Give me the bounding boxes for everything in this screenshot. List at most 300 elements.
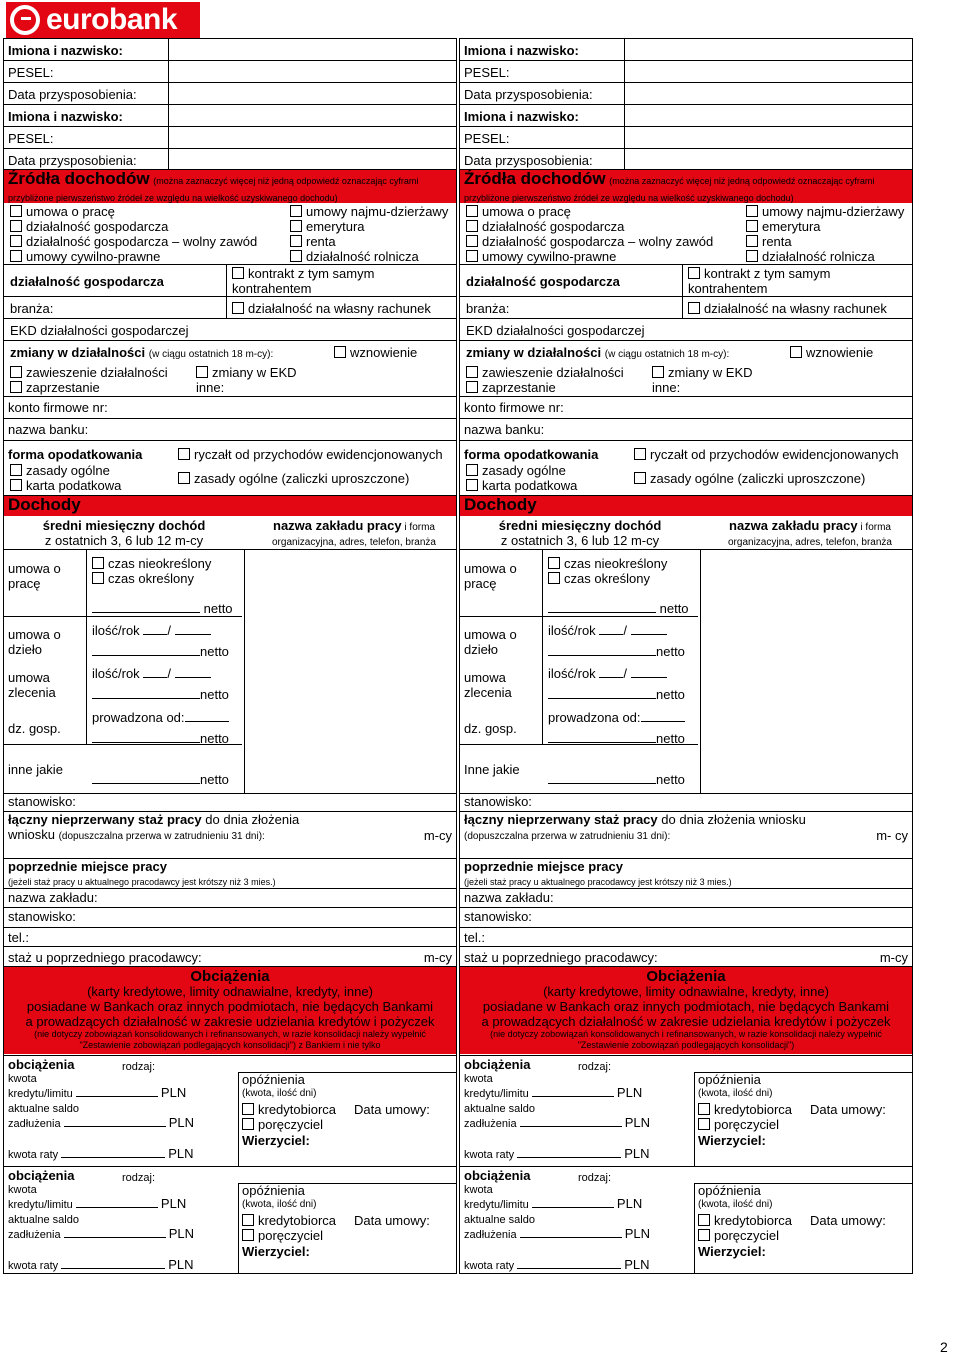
debt-label: zadłużenia bbox=[8, 1229, 61, 1241]
checkbox[interactable] bbox=[10, 235, 22, 247]
branch-label: branża: bbox=[466, 301, 510, 316]
guarantor-label: poręczyciel bbox=[714, 1117, 780, 1132]
run-since-label: prowadzona od: bbox=[548, 710, 641, 725]
income-sources-note2: przybliżone pierwszeństwo źródeł ze względu na wielkość uzyskiwanego dochodu) bbox=[464, 193, 794, 203]
currency-label: PLN bbox=[616, 1196, 643, 1211]
limit-label: kredytu/limitu bbox=[464, 1088, 529, 1100]
avg-income-period: z ostatnich 3, 6 lub 12 m-cy bbox=[44, 533, 204, 548]
adoption-date-row[interactable] bbox=[460, 83, 912, 105]
checkbox[interactable] bbox=[634, 472, 646, 484]
civil-option[interactable] bbox=[466, 249, 616, 264]
employment-net-field[interactable] bbox=[548, 601, 689, 616]
income-header bbox=[4, 496, 456, 516]
checkbox[interactable] bbox=[698, 1103, 710, 1115]
checkbox[interactable] bbox=[466, 479, 478, 491]
indefinite-option[interactable] bbox=[548, 556, 667, 571]
changes-title-text: zmiany w działalności bbox=[466, 345, 602, 360]
agriculture-option-label: działalność rolnicza bbox=[762, 249, 875, 264]
limit-label: kredytu/limitu bbox=[8, 1199, 73, 1211]
resume-label: wznowienie bbox=[350, 345, 418, 360]
tax-card-option[interactable] bbox=[466, 478, 577, 493]
guarantor-option[interactable] bbox=[242, 1117, 323, 1132]
prev-tenure-months: m-cy bbox=[423, 950, 452, 965]
employer-note: organizacyjna, adres, telefon, branża bbox=[728, 537, 892, 548]
work-net-field[interactable] bbox=[92, 644, 229, 659]
other-change-label: inne: bbox=[196, 380, 225, 395]
checkbox[interactable] bbox=[746, 250, 758, 262]
delays-label: opóźnienia bbox=[698, 1183, 761, 1198]
employment-net-field[interactable] bbox=[92, 601, 233, 616]
obligation-type-label: rodzaj: bbox=[122, 1061, 156, 1073]
income-sources-title: Źródła dochodów bbox=[8, 169, 150, 188]
pension-option[interactable] bbox=[746, 219, 821, 234]
currency-label: PLN bbox=[168, 1257, 194, 1272]
net-label: netto bbox=[200, 772, 229, 787]
obligation-limit-field[interactable] bbox=[464, 1072, 654, 1101]
delays-note: (kwota, ilość dni) bbox=[242, 1088, 317, 1099]
suspend-option[interactable] bbox=[466, 365, 624, 380]
checkbox[interactable] bbox=[242, 1118, 254, 1130]
work-qty-field[interactable] bbox=[548, 623, 667, 638]
qty-year-label: ilość/rok bbox=[548, 623, 596, 638]
definite-label: czas określony bbox=[108, 571, 194, 586]
tax-form-title: forma opodatkowania bbox=[464, 447, 599, 462]
installment-label: kwota raty bbox=[464, 1260, 515, 1272]
name-label-2: Imiona i nazwisko: bbox=[464, 109, 579, 124]
biz-label: dz. gosp. bbox=[8, 721, 61, 736]
eurobank-mark-icon bbox=[10, 5, 40, 35]
borrower-label: kredytobiorca bbox=[258, 1213, 337, 1228]
checkbox[interactable] bbox=[466, 220, 478, 232]
delays-note: (kwota, ilość dni) bbox=[698, 1199, 773, 1210]
agriculture-option[interactable] bbox=[290, 249, 419, 264]
obligation-type-label: rodzaj: bbox=[122, 1172, 156, 1184]
indefinite-option[interactable] bbox=[92, 556, 211, 571]
lease-option-label: umowy najmu-dzierżawy bbox=[306, 204, 449, 219]
employment-option-label: umowa o pracę bbox=[26, 204, 115, 219]
name-label: Imiona i nazwisko: bbox=[8, 43, 123, 58]
obligations-note2: "Zestawienie zobowiązań podlegających konsolidacji") bbox=[577, 1040, 795, 1050]
definite-option[interactable] bbox=[92, 571, 194, 586]
employment-option[interactable] bbox=[466, 204, 571, 219]
contract-date-label: Data umowy: bbox=[810, 1102, 886, 1117]
obligation-limit-field[interactable] bbox=[8, 1072, 198, 1101]
name-row-2[interactable] bbox=[460, 105, 912, 127]
tel-label: tel.: bbox=[464, 930, 485, 945]
checkbox[interactable] bbox=[178, 448, 190, 460]
mandate-net-field[interactable] bbox=[92, 687, 229, 702]
prev-job-title: poprzednie miejsce pracy bbox=[464, 859, 623, 874]
amount-label: kwota bbox=[464, 1184, 493, 1196]
adoption-date-row-2[interactable] bbox=[4, 149, 456, 170]
creditor-label: Wierzyciel: bbox=[242, 1244, 310, 1259]
currency-label: PLN bbox=[616, 1085, 643, 1100]
checkbox[interactable] bbox=[466, 366, 478, 378]
resume-label: wznowienie bbox=[806, 345, 874, 360]
obligations-note1: (nie dotyczy zobowiązań konsolidowanych i refinansowanych, w razie konsolidacji należy wypełnić bbox=[34, 1029, 426, 1039]
obligation-item-label: obciążenia bbox=[8, 1168, 75, 1183]
checkbox[interactable] bbox=[466, 205, 478, 217]
balance-label: aktualne saldo bbox=[464, 1103, 535, 1115]
other-income-label: inne jakie bbox=[8, 762, 63, 777]
net-label: netto bbox=[200, 687, 229, 702]
changes-note: (w ciągu ostatnich 18 m-cy): bbox=[604, 349, 730, 360]
amount-label: kwota bbox=[8, 1184, 37, 1196]
obligation-installment-field[interactable] bbox=[8, 1146, 194, 1163]
checkbox[interactable] bbox=[10, 250, 22, 262]
tax-general-adv-option[interactable] bbox=[634, 471, 865, 486]
creditor-label: Wierzyciel: bbox=[698, 1133, 766, 1148]
lease-option[interactable] bbox=[746, 204, 904, 219]
cease-option[interactable] bbox=[10, 380, 100, 395]
employment-option[interactable] bbox=[10, 204, 115, 219]
checkbox[interactable] bbox=[790, 346, 802, 358]
biz-label: dz. gosp. bbox=[464, 721, 517, 736]
other-net-field[interactable] bbox=[548, 772, 685, 787]
tax-card-option[interactable] bbox=[10, 478, 121, 493]
annuity-option-label: renta bbox=[306, 234, 336, 249]
qty-year-label: ilość/rok bbox=[548, 666, 596, 681]
employer-title bbox=[710, 518, 910, 535]
tax-general-adv-label: zasady ogólne (zaliczki uproszczone) bbox=[650, 471, 866, 486]
pension-option-label: emerytura bbox=[306, 219, 365, 234]
avg-income-period: z ostatnich 3, 6 lub 12 m-cy bbox=[500, 533, 660, 548]
annuity-option[interactable] bbox=[746, 234, 792, 249]
employment-income-label: umowa o pracę bbox=[464, 561, 517, 591]
pension-option[interactable] bbox=[290, 219, 365, 234]
obligations-title: Obciążenia bbox=[646, 968, 726, 985]
obligations-sub1: (karty kredytowe, limity odnawialne, kredyty, inne) bbox=[543, 984, 829, 999]
work-net-field[interactable] bbox=[548, 644, 685, 659]
contract-same-option[interactable] bbox=[232, 266, 392, 296]
checkbox[interactable] bbox=[242, 1214, 254, 1226]
creditor-label: Wierzyciel: bbox=[698, 1244, 766, 1259]
tax-general-option[interactable] bbox=[10, 463, 110, 478]
checkbox[interactable] bbox=[232, 302, 244, 314]
checkbox[interactable] bbox=[232, 267, 244, 279]
checkbox[interactable] bbox=[242, 1103, 254, 1115]
mandate-qty-field[interactable] bbox=[92, 666, 211, 681]
tax-general-label: zasady ogólne bbox=[482, 463, 566, 478]
installment-label: kwota raty bbox=[464, 1149, 515, 1161]
tenure-bold: łączny nieprzerwany staż pracy bbox=[8, 812, 202, 827]
company-account-label: konto firmowe nr: bbox=[8, 400, 108, 415]
cease-option[interactable] bbox=[466, 380, 556, 395]
work-contract-label: umowa o dzieło bbox=[8, 627, 61, 657]
delays-note: (kwota, ilość dni) bbox=[242, 1199, 317, 1210]
run-since-field[interactable] bbox=[92, 710, 229, 725]
checkbox[interactable] bbox=[92, 572, 104, 584]
slash: / bbox=[167, 666, 171, 681]
cease-label: zaprzestanie bbox=[482, 380, 556, 395]
definite-option[interactable] bbox=[548, 571, 650, 586]
income-title: Dochody bbox=[8, 495, 81, 514]
obligation-installment-field[interactable] bbox=[8, 1257, 194, 1274]
pesel-row-2[interactable] bbox=[4, 127, 456, 149]
currency-label: PLN bbox=[624, 1146, 650, 1161]
slash: / bbox=[167, 623, 171, 638]
prev-position-label: stanowisko: bbox=[464, 909, 532, 924]
obligation-limit-field[interactable] bbox=[8, 1183, 198, 1212]
borrower-label: kredytobiorca bbox=[714, 1213, 793, 1228]
obligation-balance-field[interactable] bbox=[464, 1102, 654, 1131]
checkbox[interactable] bbox=[178, 472, 190, 484]
prev-tenure-label: staż u poprzedniego pracodawcy: bbox=[464, 950, 658, 965]
income-sources-title: Źródła dochodów bbox=[464, 169, 606, 188]
guarantor-option[interactable] bbox=[698, 1117, 779, 1132]
tax-general-option[interactable] bbox=[466, 463, 566, 478]
resume-option[interactable] bbox=[334, 345, 417, 360]
limit-label: kredytu/limitu bbox=[464, 1199, 529, 1211]
checkbox[interactable] bbox=[466, 250, 478, 262]
checkbox[interactable] bbox=[196, 366, 208, 378]
changes-title-text: zmiany w działalności bbox=[10, 345, 146, 360]
checkbox[interactable] bbox=[290, 250, 302, 262]
limit-label: kredytu/limitu bbox=[8, 1088, 73, 1100]
mandate-qty-field[interactable] bbox=[548, 666, 667, 681]
installment-label: kwota raty bbox=[8, 1260, 59, 1272]
checkbox[interactable] bbox=[746, 205, 758, 217]
tax-lump-label: ryczałt od przychodów ewidencjonowanych bbox=[194, 447, 443, 462]
employer-title-rest: i forma bbox=[857, 522, 891, 533]
guarantor-option[interactable] bbox=[242, 1228, 323, 1243]
guarantor-label: poręczyciel bbox=[258, 1117, 324, 1132]
pesel-label-2: PESEL: bbox=[464, 131, 510, 146]
other-net-field[interactable] bbox=[92, 772, 229, 787]
debt-label: zadłużenia bbox=[464, 1118, 517, 1130]
civil-option-label: umowy cywilno-prawne bbox=[482, 249, 617, 264]
checkbox[interactable] bbox=[698, 1214, 710, 1226]
currency-label: PLN bbox=[624, 1257, 650, 1272]
balance-label: aktualne saldo bbox=[464, 1214, 535, 1226]
guarantor-option[interactable] bbox=[698, 1228, 779, 1243]
contract-date-label: Data umowy: bbox=[810, 1213, 886, 1228]
pesel-label-2: PESEL: bbox=[8, 131, 54, 146]
business-option-label: działalność gospodarcza bbox=[482, 219, 625, 234]
applicant-column-right bbox=[459, 38, 913, 1274]
tax-card-label: karta podatkowa bbox=[26, 478, 122, 493]
tenure-bold: łączny nieprzerwany staż pracy bbox=[464, 812, 658, 827]
eurobank-logo bbox=[6, 2, 200, 38]
adoption-date-row-2[interactable] bbox=[460, 149, 912, 170]
checkbox[interactable] bbox=[652, 366, 664, 378]
net-label: netto bbox=[659, 601, 689, 616]
income-sources-note: (można zaznaczyć więcej niż jedną odpowiedź oznaczając cyframi bbox=[153, 176, 419, 186]
own-account-label: działalność na własny rachunek bbox=[704, 301, 887, 316]
borrower-option[interactable] bbox=[242, 1213, 336, 1228]
checkbox[interactable] bbox=[290, 220, 302, 232]
guarantor-label: poręczyciel bbox=[714, 1228, 780, 1243]
agriculture-option-label: działalność rolnicza bbox=[306, 249, 419, 264]
prev-tenure-months: m-cy bbox=[879, 950, 908, 965]
agriculture-option[interactable] bbox=[746, 249, 875, 264]
name-row-2[interactable] bbox=[4, 105, 456, 127]
obligations-note1: (nie dotyczy zobowiązań konsolidowanych i refinansowanych, w razie konsolidacji należy wypełnić bbox=[490, 1029, 882, 1039]
adoption-date-label-2: Data przysposobienia: bbox=[8, 153, 137, 168]
branch-label: branża: bbox=[10, 301, 54, 316]
obligation-balance-field[interactable] bbox=[8, 1213, 198, 1242]
borrower-option[interactable] bbox=[698, 1213, 792, 1228]
checkbox[interactable] bbox=[10, 205, 22, 217]
indefinite-label: czas nieokreślony bbox=[564, 556, 668, 571]
lease-option-label: umowy najmu-dzierżawy bbox=[762, 204, 905, 219]
tenure-rest: do dnia złożenia wniosku bbox=[8, 812, 300, 842]
pesel-row[interactable] bbox=[460, 61, 912, 83]
tax-general-adv-option[interactable] bbox=[178, 471, 409, 486]
name-row[interactable] bbox=[4, 39, 456, 61]
checkbox[interactable] bbox=[242, 1229, 254, 1241]
changes-note: (w ciągu ostatnich 18 m-cy): bbox=[148, 349, 274, 360]
ekd-change-option[interactable] bbox=[196, 365, 297, 380]
tax-lump-option[interactable] bbox=[178, 447, 443, 462]
checkbox[interactable] bbox=[10, 479, 22, 491]
business-title: działalność gospodarcza bbox=[10, 274, 164, 289]
prev-employer-label: nazwa zakładu: bbox=[464, 890, 554, 905]
checkbox[interactable] bbox=[466, 381, 478, 393]
obligations-sub2: posiadane w Bankach oraz innych podmiotach, nie będących Bankami bbox=[26, 999, 434, 1014]
obligation-balance-field[interactable] bbox=[8, 1102, 198, 1131]
income-header bbox=[460, 496, 912, 516]
checkbox[interactable] bbox=[698, 1229, 710, 1241]
mandate-label: umowa zlecenia bbox=[464, 670, 512, 700]
checkbox[interactable] bbox=[698, 1118, 710, 1130]
obligation-installment-field[interactable] bbox=[464, 1257, 650, 1274]
tax-general-adv-label: zasady ogólne (zaliczki uproszczone) bbox=[194, 471, 410, 486]
checkbox[interactable] bbox=[548, 557, 560, 569]
borrower-option[interactable] bbox=[698, 1102, 792, 1117]
resume-option[interactable] bbox=[790, 345, 873, 360]
own-account-option[interactable] bbox=[232, 301, 431, 316]
currency-label: PLN bbox=[168, 1115, 195, 1130]
net-label: netto bbox=[200, 731, 229, 746]
currency-label: PLN bbox=[624, 1226, 651, 1241]
definite-label: czas określony bbox=[564, 571, 650, 586]
net-label: netto bbox=[200, 644, 229, 659]
pesel-row[interactable] bbox=[4, 61, 456, 83]
obligations-header bbox=[4, 967, 456, 1054]
other-change-label: inne: bbox=[652, 380, 681, 395]
checkbox[interactable] bbox=[746, 220, 758, 232]
bank-name-label: nazwa banku: bbox=[464, 422, 545, 437]
checkbox[interactable] bbox=[334, 346, 346, 358]
adoption-date-row[interactable] bbox=[4, 83, 456, 105]
pension-option-label: emerytura bbox=[762, 219, 821, 234]
checkbox[interactable] bbox=[290, 205, 302, 217]
employer-title-bold: nazwa zakładu pracy bbox=[273, 518, 402, 533]
tenure-note: (dopuszczalna przerwa w zatrudnieniu 31 dni): bbox=[58, 831, 265, 842]
net-label: netto bbox=[656, 772, 685, 787]
run-since-field[interactable] bbox=[548, 710, 685, 725]
civil-option[interactable] bbox=[10, 249, 160, 264]
obligation-item-label: obciążenia bbox=[464, 1168, 531, 1183]
company-account-label: konto firmowe nr: bbox=[464, 400, 564, 415]
obligation-balance-field[interactable] bbox=[464, 1213, 654, 1242]
obligation-installment-field[interactable] bbox=[464, 1146, 650, 1163]
employment-income-label: umowa o pracę bbox=[8, 561, 61, 591]
borrower-option[interactable] bbox=[242, 1102, 336, 1117]
suspend-label: zawieszenie działalności bbox=[482, 365, 624, 380]
tenure-label bbox=[8, 812, 308, 844]
income-sources-note: (można zaznaczyć więcej niż jedną odpowiedź oznaczając cyframi bbox=[609, 176, 875, 186]
checkbox[interactable] bbox=[466, 235, 478, 247]
ekd-change-option[interactable] bbox=[652, 365, 753, 380]
checkbox[interactable] bbox=[688, 267, 700, 279]
income-sources-header bbox=[460, 170, 912, 203]
checkbox[interactable] bbox=[92, 557, 104, 569]
lease-option[interactable] bbox=[290, 204, 448, 219]
avg-income-title: średni miesięczny dochód bbox=[498, 518, 662, 533]
checkbox[interactable] bbox=[10, 381, 22, 393]
checkbox[interactable] bbox=[634, 448, 646, 460]
mandate-label: umowa zlecenia bbox=[8, 670, 56, 700]
business-free-option[interactable] bbox=[10, 234, 257, 249]
suspend-label: zawieszenie działalności bbox=[26, 365, 168, 380]
checkbox[interactable] bbox=[548, 572, 560, 584]
obligation-type-label: rodzaj: bbox=[578, 1061, 612, 1073]
business-option[interactable] bbox=[10, 219, 168, 234]
own-account-label: działalność na własny rachunek bbox=[248, 301, 431, 316]
checkbox[interactable] bbox=[10, 464, 22, 476]
checkbox[interactable] bbox=[10, 220, 22, 232]
business-option[interactable] bbox=[466, 219, 624, 234]
page-number: 2 bbox=[940, 1339, 948, 1355]
obligation-limit-field[interactable] bbox=[464, 1183, 654, 1212]
debt-label: zadłużenia bbox=[8, 1118, 61, 1130]
mandate-net-field[interactable] bbox=[548, 687, 685, 702]
name-row[interactable] bbox=[460, 39, 912, 61]
cease-label: zaprzestanie bbox=[26, 380, 100, 395]
tax-lump-option[interactable] bbox=[634, 447, 899, 462]
pesel-row-2[interactable] bbox=[460, 127, 912, 149]
creditor-label: Wierzyciel: bbox=[242, 1133, 310, 1148]
business-title: działalność gospodarcza bbox=[466, 274, 620, 289]
checkbox[interactable] bbox=[688, 302, 700, 314]
prev-job-note: (jeżeli staż pracy u aktualnego pracodawcy jest krótszy niż 3 mies.) bbox=[464, 877, 732, 887]
qty-year-label: ilość/rok bbox=[92, 666, 140, 681]
checkbox[interactable] bbox=[746, 235, 758, 247]
annuity-option[interactable] bbox=[290, 234, 336, 249]
currency-label: PLN bbox=[168, 1226, 195, 1241]
employment-option-label: umowa o pracę bbox=[482, 204, 571, 219]
tax-lump-label: ryczałt od przychodów ewidencjonowanych bbox=[650, 447, 899, 462]
income-sources-note2: przybliżone pierwszeństwo źródeł ze względu na wielkość uzyskiwanego dochodu) bbox=[8, 193, 338, 203]
income-sources-header bbox=[4, 170, 456, 203]
business-free-option[interactable] bbox=[466, 234, 713, 249]
own-account-option[interactable] bbox=[688, 301, 887, 316]
name-label: Imiona i nazwisko: bbox=[464, 43, 579, 58]
adoption-date-label: Data przysposobienia: bbox=[464, 87, 593, 102]
contract-same-option[interactable] bbox=[688, 266, 848, 296]
pesel-label: PESEL: bbox=[8, 65, 54, 80]
tenure-label bbox=[464, 812, 864, 844]
prev-job-title: poprzednie miejsce pracy bbox=[8, 859, 167, 874]
business-free-option-label: działalność gospodarcza – wolny zawód bbox=[26, 234, 258, 249]
name-label-2: Imiona i nazwisko: bbox=[8, 109, 123, 124]
amount-label: kwota bbox=[8, 1073, 37, 1085]
suspend-option[interactable] bbox=[10, 365, 168, 380]
debt-label: zadłużenia bbox=[464, 1229, 517, 1241]
work-qty-field[interactable] bbox=[92, 623, 211, 638]
checkbox[interactable] bbox=[290, 235, 302, 247]
checkbox[interactable] bbox=[466, 464, 478, 476]
tenure-rest: do dnia złożenia wniosku bbox=[657, 812, 806, 827]
currency-label: PLN bbox=[624, 1115, 651, 1130]
changes-title bbox=[10, 345, 273, 362]
obligations-note2: "Zestawienie zobowiązań podlegających konsolidacji") z Bankiem i nie tylko bbox=[79, 1040, 381, 1050]
checkbox[interactable] bbox=[10, 366, 22, 378]
obligation-item-label: obciążenia bbox=[8, 1057, 75, 1072]
borrower-label: kredytobiorca bbox=[714, 1102, 793, 1117]
